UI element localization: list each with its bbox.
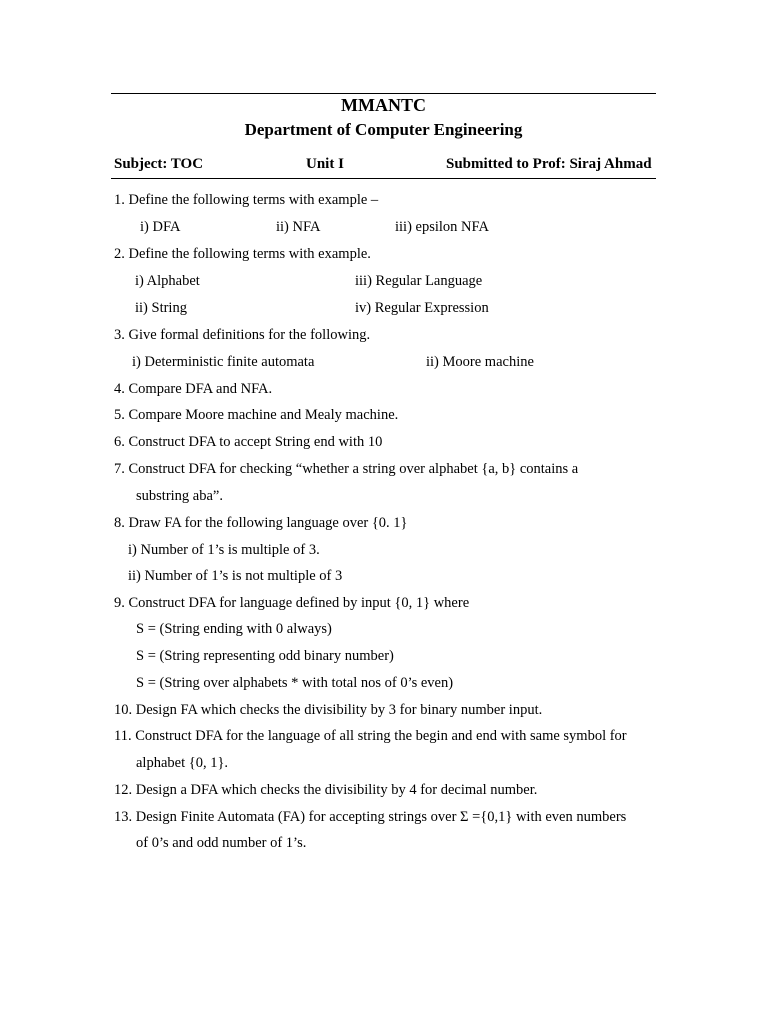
department-title: Department of Computer Engineering (244, 120, 523, 139)
question-8-item-not-multiple: ii) Number of 1’s is not multiple of 3 (128, 568, 343, 584)
question-2: 2. Define the following terms with example. (114, 246, 371, 262)
question-9-item-odd-binary: S = (String representing odd binary number) (136, 648, 394, 664)
question-2-item-string: ii) String (135, 300, 187, 316)
institution-title: MMANTC (341, 95, 426, 115)
question-9: 9. Construct DFA for language defined by input {0, 1} where (114, 595, 470, 611)
question-6: 6. Construct DFA to accept String end with 10 (114, 434, 383, 450)
header-divider (111, 178, 656, 179)
question-2-item-regular-expression: iv) Regular Expression (355, 300, 489, 316)
top-divider (111, 93, 656, 94)
question-10: 10. Design FA which checks the divisibility by 3 for binary number input. (114, 702, 543, 718)
question-8: 8. Draw FA for the following language over {0. 1} (114, 515, 408, 531)
question-4: 4. Compare DFA and NFA. (114, 381, 273, 397)
unit-label: Unit I (306, 156, 344, 172)
question-7: 7. Construct DFA for checking “whether a string over alphabet {a, b} contains a (114, 461, 579, 477)
question-2-item-alphabet: i) Alphabet (135, 273, 200, 289)
subject-label: Subject: TOC (114, 156, 204, 172)
question-3: 3. Give formal definitions for the following. (114, 327, 371, 343)
question-5: 5. Compare Moore machine and Mealy machine. (114, 407, 399, 423)
question-2-item-regular-language: iii) Regular Language (355, 273, 483, 289)
question-13-continued: of 0’s and odd number of 1’s. (136, 835, 307, 851)
question-12: 12. Design a DFA which checks the divisibility by 4 for decimal number. (114, 782, 538, 798)
question-1: 1. Define the following terms with example – (114, 192, 379, 208)
question-1-item-enfa: iii) epsilon NFA (395, 219, 489, 235)
question-8-item-multiple: i) Number of 1’s is multiple of 3. (128, 542, 320, 558)
question-3-item-dfa: i) Deterministic finite automata (132, 354, 315, 370)
question-7-continued: substring aba”. (136, 488, 223, 504)
question-9-item-ending-zero: S = (String ending with 0 always) (136, 621, 332, 637)
question-1-item-dfa: i) DFA (140, 219, 181, 235)
question-1-item-nfa: ii) NFA (276, 219, 321, 235)
question-11: 11. Construct DFA for the language of all string the begin and end with same symbol for (114, 728, 627, 744)
question-13: 13. Design Finite Automata (FA) for accepting strings over Σ ={0,1} with even numbers (114, 809, 627, 825)
question-11-continued: alphabet {0, 1}. (136, 755, 229, 771)
question-3-item-moore: ii) Moore machine (426, 354, 534, 370)
question-9-item-even-zeros: S = (String over alphabets * with total nos of 0’s even) (136, 675, 454, 691)
submitted-to-label: Submitted to Prof: Siraj Ahmad (446, 156, 652, 172)
